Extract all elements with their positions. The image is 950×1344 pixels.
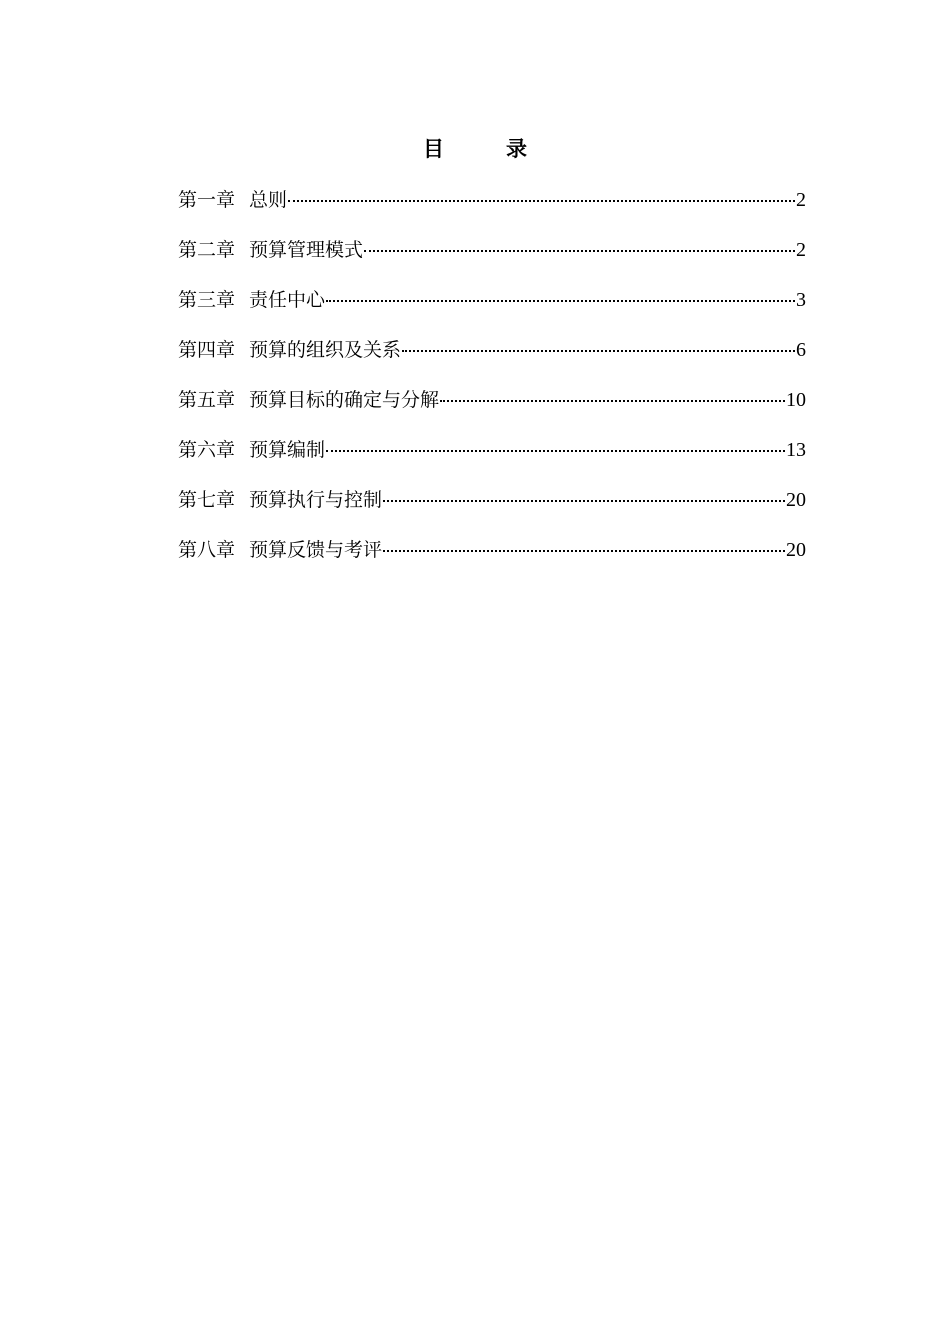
toc-page-number: 10 <box>786 389 806 411</box>
toc-chapter-title: 预算的组织及关系 <box>249 339 402 361</box>
toc-chapter-title: 预算反馈与考评 <box>249 539 383 561</box>
toc-chapter-title: 总则 <box>249 189 288 211</box>
toc-page-number: 3 <box>796 289 806 311</box>
toc-list <box>178 184 806 584</box>
toc-dot-leader <box>364 232 795 252</box>
toc-title: 目录 <box>423 137 589 161</box>
toc-dot-leader <box>402 332 795 352</box>
toc-entry-5[interactable] <box>178 384 806 434</box>
toc-chapter-number: 第八章 <box>178 539 236 561</box>
toc-page-number: 20 <box>786 489 806 511</box>
toc-chapter-number: 第一章 <box>178 189 236 211</box>
toc-dot-leader <box>383 482 785 502</box>
toc-page-number: 2 <box>796 239 806 261</box>
toc-entry-3[interactable] <box>178 284 806 334</box>
toc-page-number: 13 <box>786 439 806 461</box>
toc-chapter-title: 预算管理模式 <box>249 239 364 261</box>
toc-entry-6[interactable] <box>178 434 806 484</box>
toc-page-number: 6 <box>796 339 806 361</box>
toc-chapter-title: 预算目标的确定与分解 <box>249 389 440 411</box>
toc-entry-8[interactable] <box>178 534 806 584</box>
toc-entry-2[interactable] <box>178 234 806 284</box>
toc-chapter-title: 预算执行与控制 <box>249 489 383 511</box>
toc-page-number: 2 <box>796 189 806 211</box>
toc-dot-leader <box>383 532 785 552</box>
toc-chapter-number: 第七章 <box>178 489 236 511</box>
toc-entry-4[interactable] <box>178 334 806 384</box>
toc-entry-1[interactable] <box>178 184 806 234</box>
toc-dot-leader <box>288 182 795 202</box>
toc-page-number: 20 <box>786 539 806 561</box>
toc-chapter-number: 第四章 <box>178 339 236 361</box>
toc-chapter-number: 第六章 <box>178 439 236 461</box>
toc-chapter-number: 第五章 <box>178 389 236 411</box>
toc-dot-leader <box>440 382 785 402</box>
toc-dot-leader <box>326 432 785 452</box>
toc-chapter-title: 责任中心 <box>249 289 326 311</box>
toc-chapter-number: 第二章 <box>178 239 236 261</box>
toc-chapter-number: 第三章 <box>178 289 236 311</box>
toc-entry-7[interactable] <box>178 484 806 534</box>
toc-chapter-title: 预算编制 <box>249 439 326 461</box>
toc-dot-leader <box>326 282 795 302</box>
